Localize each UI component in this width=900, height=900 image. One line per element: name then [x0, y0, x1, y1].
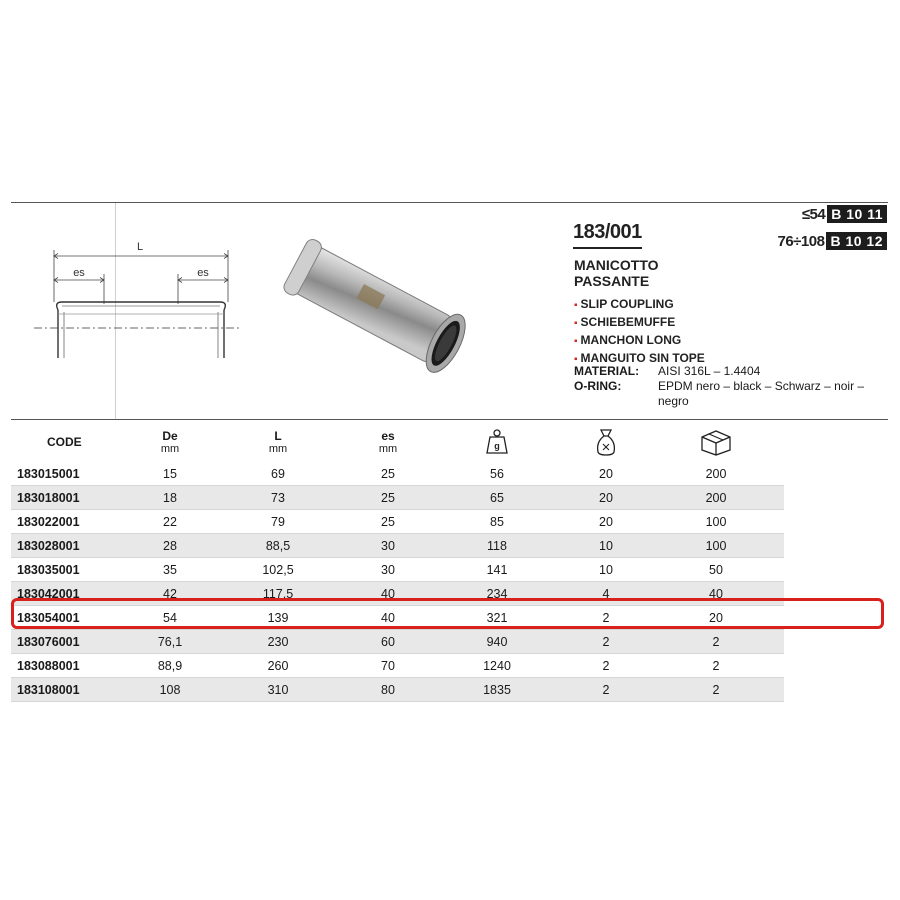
cell-spacer	[772, 486, 784, 510]
table-row	[11, 654, 784, 678]
cell-l: 117,5	[222, 582, 334, 606]
col-box-header	[660, 422, 772, 462]
cell-l: 102,5	[222, 558, 334, 582]
cell-g: 56	[442, 462, 552, 486]
technical-drawing	[28, 232, 248, 362]
badge-small-label: ≤54	[801, 205, 826, 223]
cell-es: 25	[334, 486, 442, 510]
badge-small-box: B 10 11	[827, 205, 887, 223]
cell-bag: 2	[552, 606, 660, 630]
material-value: AISI 316L – 1.4404	[658, 364, 761, 378]
variant-de: ▪ SCHIEBEMUFFE	[574, 314, 705, 332]
cell-de: 22	[118, 510, 222, 534]
cell-g: 1240	[442, 654, 552, 678]
col-es-header	[334, 422, 442, 462]
cell-code: 183018001	[11, 486, 118, 510]
cell-code: 183028001	[11, 534, 118, 558]
cell-box: 2	[660, 654, 772, 678]
cell-de: 35	[118, 558, 222, 582]
col-spacer	[772, 422, 784, 462]
badge-large-label: 76÷108	[777, 232, 825, 250]
cell-box: 2	[660, 630, 772, 654]
cell-de: 42	[118, 582, 222, 606]
dimension-es-right-label: es	[197, 267, 209, 279]
cell-bag: 10	[552, 534, 660, 558]
cell-bag: 20	[552, 510, 660, 534]
product-title-line2: PASSANTE	[574, 273, 650, 289]
cell-de: 28	[118, 534, 222, 558]
product-title-line1: MANICOTTO	[574, 257, 659, 273]
cell-bag: 20	[552, 486, 660, 510]
table-row	[11, 534, 784, 558]
cell-g: 141	[442, 558, 552, 582]
cell-code: 183042001	[11, 582, 118, 606]
table-row	[11, 558, 784, 582]
cell-g: 321	[442, 606, 552, 630]
top-rule	[11, 202, 888, 203]
cell-es: 80	[334, 678, 442, 702]
box-icon	[699, 428, 733, 456]
cell-spacer	[772, 558, 784, 582]
oring-label: O-RING:	[574, 379, 622, 393]
cell-es: 25	[334, 510, 442, 534]
coupling-photo	[270, 228, 480, 388]
cell-bag: 10	[552, 558, 660, 582]
cell-box: 200	[660, 486, 772, 510]
cell-box: 200	[660, 462, 772, 486]
col-l-title: L	[274, 429, 282, 443]
product-variant-names	[574, 296, 705, 368]
cell-l: 139	[222, 606, 334, 630]
cell-l: 88,5	[222, 534, 334, 558]
material-label: MATERIAL:	[574, 364, 640, 378]
col-l-unit: mm	[268, 443, 288, 455]
col-de-title: De	[162, 429, 178, 443]
cell-g: 118	[442, 534, 552, 558]
cell-code: 183088001	[11, 654, 118, 678]
cell-g: 65	[442, 486, 552, 510]
table-row	[11, 462, 784, 486]
cell-box: 40	[660, 582, 772, 606]
product-code: 183/001	[573, 221, 642, 249]
col-es-title: es	[381, 429, 395, 443]
cell-bag: 2	[552, 654, 660, 678]
cell-box: 20	[660, 606, 772, 630]
col-code-header: CODE	[47, 435, 82, 449]
col-de-unit: mm	[160, 443, 180, 455]
badge-small-sizes	[802, 205, 887, 223]
cell-l: 73	[222, 486, 334, 510]
cell-spacer	[772, 630, 784, 654]
cell-code: 183076001	[11, 630, 118, 654]
col-es-unit: mm	[378, 443, 398, 455]
dimension-l-label: L	[136, 241, 144, 253]
cell-es: 40	[334, 606, 442, 630]
cell-code: 183022001	[11, 510, 118, 534]
product-title	[574, 257, 659, 289]
cell-bag: 4	[552, 582, 660, 606]
highlight-row-outline	[11, 598, 884, 629]
cell-l: 69	[222, 462, 334, 486]
bag-icon	[595, 428, 617, 456]
table-top-rule	[11, 419, 888, 420]
table-body	[11, 462, 784, 702]
table-header-row	[11, 422, 784, 462]
col-bag-header	[552, 422, 660, 462]
cell-es: 70	[334, 654, 442, 678]
cell-es: 40	[334, 582, 442, 606]
cell-bag: 2	[552, 630, 660, 654]
cell-g: 940	[442, 630, 552, 654]
cell-de: 54	[118, 606, 222, 630]
cell-es: 30	[334, 534, 442, 558]
variant-es: ▪ MANGUITO SIN TOPE	[574, 350, 705, 368]
cell-l: 79	[222, 510, 334, 534]
cell-l: 230	[222, 630, 334, 654]
table-row	[11, 630, 784, 654]
cell-code: 183054001	[11, 606, 118, 630]
cell-code: 183035001	[11, 558, 118, 582]
cell-de: 108	[118, 678, 222, 702]
cell-spacer	[772, 534, 784, 558]
cell-bag: 20	[552, 462, 660, 486]
material-values	[658, 364, 888, 409]
badge-large-box: B 10 12	[826, 232, 887, 250]
col-weight-header	[442, 422, 552, 462]
cell-de: 18	[118, 486, 222, 510]
cell-spacer	[772, 510, 784, 534]
variant-en: ▪ SLIP COUPLING	[574, 296, 705, 314]
dimension-es-left-label: es	[73, 267, 85, 279]
cell-es: 25	[334, 462, 442, 486]
cell-es: 30	[334, 558, 442, 582]
weight-icon	[486, 429, 508, 455]
cell-g: 85	[442, 510, 552, 534]
product-table	[11, 422, 784, 702]
cell-box: 100	[660, 534, 772, 558]
cell-spacer	[772, 678, 784, 702]
cell-box: 2	[660, 678, 772, 702]
cell-l: 260	[222, 654, 334, 678]
cell-de: 88,9	[118, 654, 222, 678]
table-row	[11, 510, 784, 534]
variant-fr: ▪ MANCHON LONG	[574, 332, 705, 350]
cell-l: 310	[222, 678, 334, 702]
cell-es: 60	[334, 630, 442, 654]
cell-code: 183108001	[11, 678, 118, 702]
cell-g: 234	[442, 582, 552, 606]
oring-value: EPDM nero – black – Schwarz – noir – negro	[658, 379, 865, 408]
cell-bag: 2	[552, 678, 660, 702]
cell-de: 76,1	[118, 630, 222, 654]
cell-g: 1835	[442, 678, 552, 702]
cell-spacer	[772, 462, 784, 486]
cell-spacer	[772, 654, 784, 678]
cell-box: 50	[660, 558, 772, 582]
cell-box: 100	[660, 510, 772, 534]
weight-icon-text: g	[494, 441, 500, 451]
cell-de: 15	[118, 462, 222, 486]
badge-large-sizes	[778, 232, 888, 250]
col-de-header	[118, 422, 222, 462]
cell-code: 183015001	[11, 462, 118, 486]
col-l-header	[222, 422, 334, 462]
table-row	[11, 486, 784, 510]
material-labels	[574, 364, 639, 394]
table-row	[11, 678, 784, 702]
